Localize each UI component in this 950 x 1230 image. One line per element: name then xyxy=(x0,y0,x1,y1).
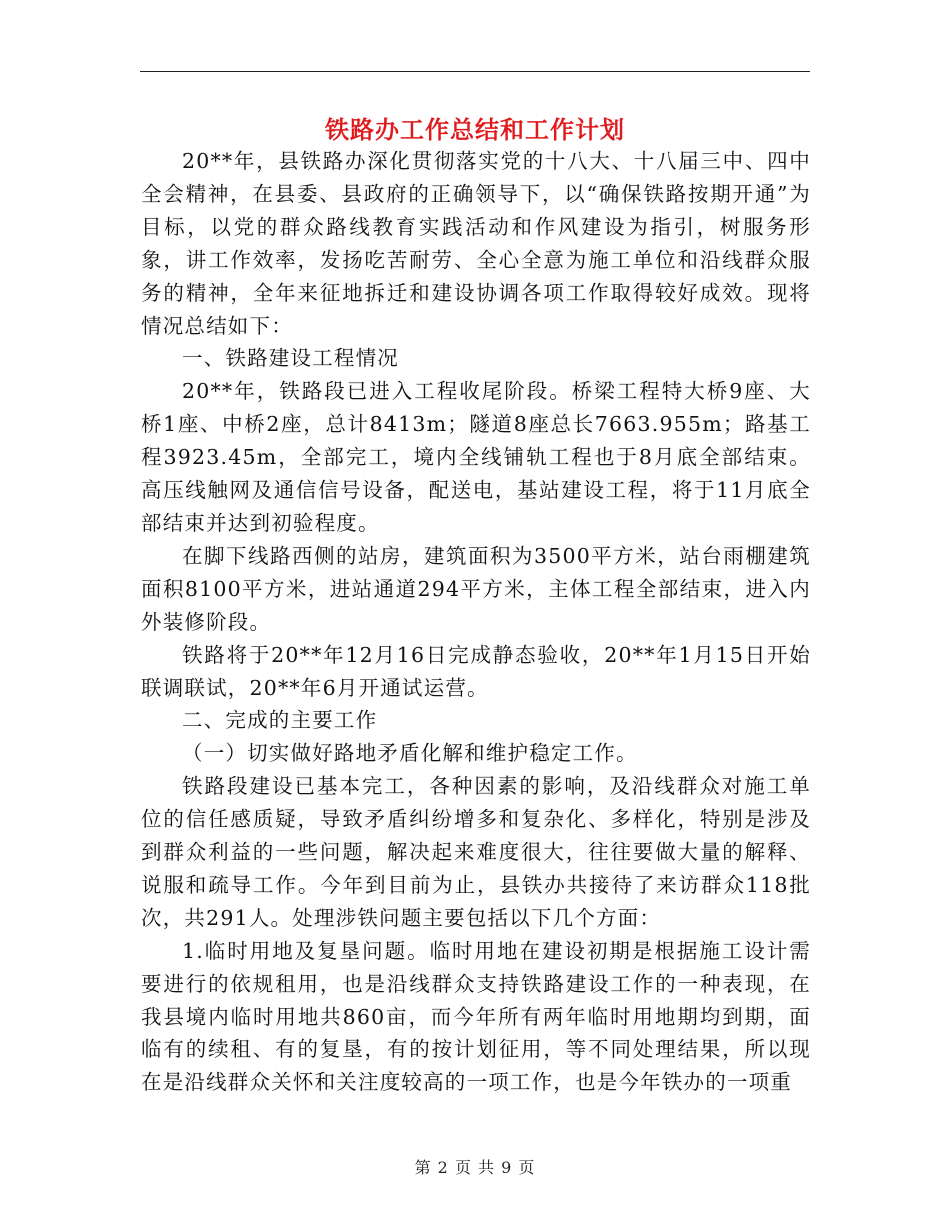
paragraph-station: 在脚下线路西侧的站房，建筑面积为3500平方米，站台雨棚建筑面积8100平方米，进站通道294平方米，主体工程全部结束，进入内外装修阶段。 xyxy=(141,543,811,634)
document-title: 铁路办工作总结和工作计划 xyxy=(325,116,625,144)
section-heading-2: 二、完成的主要工作 xyxy=(182,708,378,733)
subsection-heading-1: （一）切实做好路地矛盾化解和维护稳定工作。 xyxy=(182,741,638,766)
paragraph-intro: 20**年，县铁路办深化贯彻落实党的十八大、十八届三中、四中全会精神，在县委、县政府的正确领导下，以“确保铁路按期开通”为目标，以党的群众路线教育实践活动和作风建设为指引，树服务形象，讲工作效率，发扬吃苦耐劳、全心全意为施工单位和沿线群众服务的精神，全年来征地拆迁和建设协调各项工作取得较好成效。现将情况总结如下： xyxy=(141,149,811,338)
paragraph-disputes: 铁路段建设已基本完工，各种因素的影响，及沿线群众对施工单位的信任感质疑，导致矛盾纠纷增多和复杂化、多样化，特别是涉及到群众利益的一些问题，解决起来难度很大，往往要做大量的解释、说服和疏导工作。今年到目前为止，县铁办共接待了来访群众118批次，共291人。处理涉铁问题主要包括以下几个方面： xyxy=(141,774,811,930)
section-heading-1: 一、铁路建设工程情况 xyxy=(182,346,399,371)
document-body xyxy=(141,145,811,1099)
header-rule xyxy=(140,71,810,72)
paragraph-engineering: 20**年，铁路段已进入工程收尾阶段。桥梁工程特大桥9座、大桥1座、中桥2座，总计8413m；隧道8座总长7663.955m；路基工程3923.45m，全部完工，境内全线铺轨工程也于8月底全部结束。高压线触网及通信信号设备，配送电，基站建设工程，将于11月底全部结束并达到初验程度。 xyxy=(141,379,811,535)
paragraph-schedule: 铁路将于20**年12月16日完成静态验收，20**年1月15日开始联调联试，20**年6月开通试运营。 xyxy=(141,642,811,700)
page-number: 第 2 页 共 9 页 xyxy=(414,1158,536,1177)
paragraph-land-use: 1.临时用地及复垦问题。临时用地在建设初期是根据施工设计需要进行的依规租用，也是沿线群众支持铁路建设工作的一种表现，在我县境内临时用地共860亩，而今年所有两年临时用地期均到期，面临有的续租、有的复垦，有的按计划征用，等不同处理结果，所以现在是沿线群众关怀和关注度较高的一项工作，也是今年铁办的一项重 xyxy=(141,938,811,1095)
